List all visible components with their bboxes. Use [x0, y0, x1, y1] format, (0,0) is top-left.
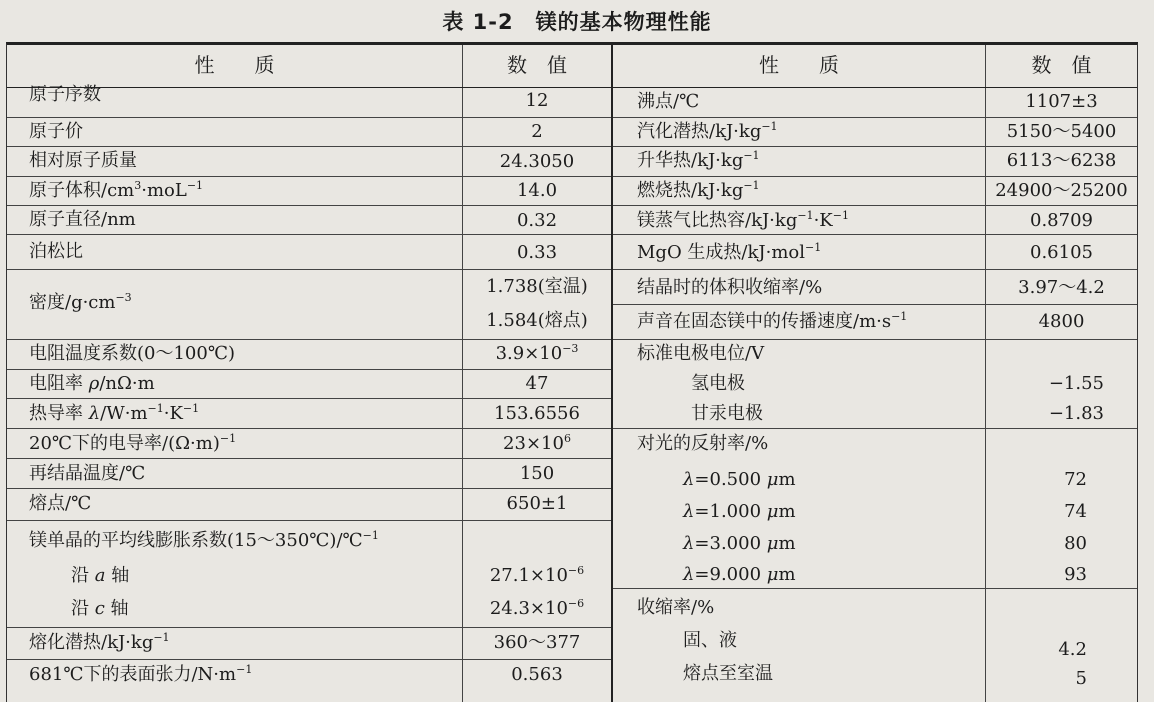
table-caption: 表 1-2 镁的基本物理性能	[442, 10, 712, 34]
left-val: 0.32	[516, 210, 558, 231]
left-prop: 相对原子质量	[29, 150, 137, 171]
right-sub-prop: 固、液	[683, 630, 737, 651]
right-sub-prop: λ=1.000 μm	[683, 501, 796, 522]
left-prop: 原子体积$/cm^3\cdot moL^{-1}$	[29, 179, 204, 201]
right-val: −1.83	[1048, 403, 1104, 424]
left-val: 47	[525, 373, 549, 394]
right-sub-prop: λ=9.000 μm	[683, 564, 796, 585]
left-prop: 热导率 $\lambda/W\cdot m^{-1}\cdot K^{-1}$	[29, 402, 200, 424]
right-prop: 对光的反射率/%	[637, 433, 769, 454]
right-val: −1.55	[1048, 373, 1104, 394]
right-sub-prop: 甘汞电极	[691, 403, 763, 424]
right-val: 5150～5400	[1006, 121, 1117, 142]
right-prop: MgO 生成热/kJ·mol$^{-1}$	[637, 241, 822, 263]
right-prop: 标准电极电位/V	[637, 343, 765, 364]
right-prop: 镁蒸气比热容$/kJ\cdot kg^{-1}\cdot K^{-1}$	[637, 209, 849, 231]
right-sub-prop: λ=3.000 μm	[683, 533, 796, 554]
right-val: 0.8709	[1030, 210, 1093, 231]
left-prop: 熔化潜热$/kJ\cdot kg^{-1}$	[29, 631, 170, 653]
left-prop: 镁单晶的平均线膨胀系数(15～350℃)/℃$^{-1}$	[29, 529, 379, 551]
left-val: 12	[525, 90, 549, 111]
left-val: 0.33	[516, 242, 558, 263]
right-val: 3.97～4.2	[1018, 277, 1105, 298]
left-prop: 20℃下的电导率$/(\Omega\cdot m)^{-1}$	[29, 432, 237, 454]
left-val: 14.0	[516, 180, 558, 201]
right-header-value: 数 值	[1031, 53, 1092, 77]
right-prop: 升华热$/kJ\cdot kg^{-1}$	[637, 149, 760, 171]
right-prop: 收缩率/%	[637, 597, 715, 618]
left-sub-prop: 沿 a 轴	[71, 565, 130, 586]
left-prop: 再结晶温度/℃	[29, 463, 146, 484]
right-val: 72	[1064, 469, 1087, 490]
property-table	[6, 42, 1138, 702]
right-val: 74	[1064, 501, 1087, 522]
right-val: 4800	[1038, 311, 1085, 332]
right-val: 6113～6238	[1006, 150, 1117, 171]
right-val: 80	[1064, 533, 1087, 554]
left-val: 0.563	[511, 664, 563, 685]
left-val: 150	[519, 463, 555, 484]
left-header-value: 数 值	[507, 53, 567, 77]
right-sub-prop: 氢电极	[691, 373, 745, 394]
left-val: 1.738(室温)	[486, 276, 588, 297]
left-val: 2	[531, 121, 543, 142]
right-sub-prop: λ=0.500 μm	[683, 469, 796, 490]
left-prop: 熔点/℃	[29, 493, 92, 514]
left-val: $24.3\times 10^{-6}$	[489, 597, 585, 619]
right-sub-prop: 熔点至室温	[683, 663, 773, 684]
left-prop: 原子序数	[29, 84, 101, 105]
left-val: 153.6556	[494, 403, 580, 424]
right-val: 1107±3	[1025, 91, 1098, 112]
right-prop: 沸点/℃	[637, 91, 700, 112]
right-prop: 声音在固态镁中的传播速度$/m\cdot s^{-1}$	[637, 310, 908, 332]
right-val: 0.6105	[1030, 242, 1093, 263]
left-prop: 原子价	[29, 121, 83, 142]
left-val: 650±1	[506, 493, 568, 514]
left-val: 24.3050	[499, 151, 575, 172]
right-val: 4.2	[1058, 639, 1087, 660]
left-prop: 681℃下的表面张力$/N\cdot m^{-1}$	[29, 663, 253, 685]
left-val: $27.1\times 10^{-6}$	[489, 564, 585, 586]
left-header-property: 性 质	[194, 53, 275, 77]
header-rule	[7, 87, 1137, 88]
center-divider	[611, 45, 613, 702]
right-val: 24900～25200	[995, 180, 1128, 201]
right-prop: 结晶时的体积收缩率/%	[637, 277, 823, 298]
left-val: 1.584(熔点)	[486, 310, 588, 331]
right-prop: 燃烧热$/kJ\cdot kg^{-1}$	[637, 179, 760, 201]
left-prop: 泊松比	[29, 241, 83, 262]
left-prop: 密度$/g\cdot cm^{-3}$	[29, 291, 132, 313]
right-header-property: 性 质	[759, 53, 839, 77]
left-val: 360～377	[493, 632, 581, 653]
left-val: $23\times 10^6$	[503, 432, 571, 454]
right-val: 5	[1075, 668, 1087, 689]
left-prop: 电阻温度系数(0～100℃)	[29, 343, 235, 364]
right-val: 93	[1064, 564, 1087, 585]
left-prop: 原子直径/nm	[29, 209, 136, 230]
left-sub-prop: 沿 c 轴	[71, 598, 129, 619]
left-val: $3.9\times 10^{-3}$	[495, 342, 579, 364]
right-prop: 汽化潜热$/kJ\cdot kg^{-1}$	[637, 120, 778, 142]
left-prop: 电阻率 ρ/nΩ·m	[29, 373, 155, 394]
